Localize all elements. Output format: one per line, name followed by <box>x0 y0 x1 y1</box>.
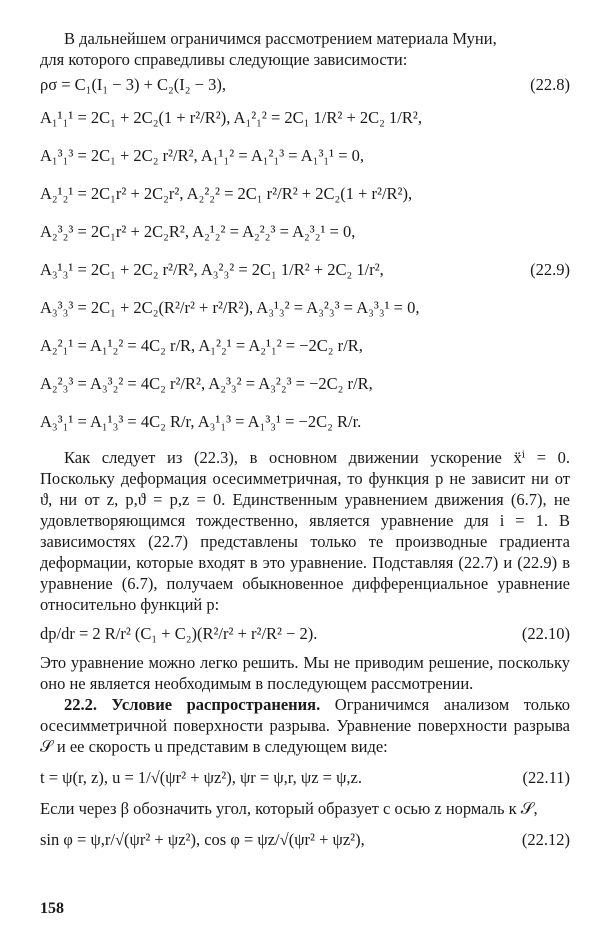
equation-22-9-line-text: A₂¹₂¹ = 2C₁r² + 2C₂r², A₂²₂² = 2C₁ r²/R² + 2C₂(1 + r²/R²), <box>40 184 413 203</box>
equation-22-12 <box>40 829 570 850</box>
equation-22-9-line <box>40 365 570 403</box>
equation-22-9-line-text: A₁¹₁¹ = 2C₁ + 2C₂(1 + r²/R²), A₁²₁² = 2C₁ 1/R² + 2C₂ 1/R², <box>40 108 422 127</box>
section-22-2 <box>40 694 570 757</box>
page-body <box>40 28 570 860</box>
equation-22-10 <box>40 623 570 644</box>
equation-22-9-line <box>40 327 570 365</box>
equation-22-9-line-text: A₃³₁¹ = A₁¹₃³ = 4C₂ R/r, A₃¹₁³ = A₁³₃¹ = −2C₂ R/r. <box>40 412 362 431</box>
equation-22-10-number: (22.10) <box>521 624 570 643</box>
equation-22-9-line-text: A₂²₃³ = A₃³₂² = 4C₂ r²/R², A₂³₃² = A₃²₂³ = −2C₂ r/R, <box>40 374 373 393</box>
section-heading: 22.2. Условие распространения. <box>64 695 321 714</box>
equation-22-9-line-text: A₁³₁³ = 2C₁ + 2C₂ r²/R², A₁¹₁² = A₁²₁³ = A₁³₁¹ = 0, <box>40 146 365 165</box>
paragraph-solution-note: Это уравнение можно легко решить. Мы не приводим решение, поскольку оно не является необходимым в последующем рассмотрении. <box>40 653 570 693</box>
equation-22-9-number: (22.9) <box>530 260 570 279</box>
equation-22-11-text: t = ψ(r, z), u = 1/√(ψr² + ψz²), ψr = ψ,r, ψz = ψ,z. <box>40 768 362 787</box>
intro-line-2: для которого справедливы следующие зависимости: <box>40 50 408 69</box>
equation-22-9-line-text: A₃³₃³ = 2C₁ + 2C₂(R²/r² + r²/R²), A₃¹₃² = A₃²₃³ = A₃³₃¹ = 0, <box>40 298 420 317</box>
equation-22-9-line-text: A₂²₁¹ = A₁¹₂² = 4C₂ r/R, A₁²₂¹ = A₂¹₁² = −2C₂ r/R, <box>40 336 363 355</box>
paragraph-motion: Как следует из (22.3), в основном движении ускорение ẍⁱ = 0. Поскольку деформация осесимметричная, то функция p не зависит ни от ϑ, ни от z, p,ϑ = p,z = 0. Единственным уравнением движения (6.7), не удовлетворяющимся тождественно, является уравнение для i = 1. В зависимостях (22.7) представлены только те производные градиента деформации, которые входят в это уравнение. Подставляя (22.7) и (22.9) в уравнение (6.7), получаем обыкновенное дифференциальное уравнение относительно функций p: <box>40 448 570 614</box>
equation-22-9-line <box>40 251 570 289</box>
equation-22-8-number: (22.8) <box>530 75 570 94</box>
equation-22-8 <box>40 74 570 95</box>
equation-22-9-line <box>40 213 570 251</box>
paragraph-normal-angle: Если через β обозначить угол, который образует с осью z нормаль к 𝒮, <box>40 799 538 818</box>
equation-22-9-line <box>40 99 570 137</box>
equation-22-8-text: ρσ = C₁(I₁ − 3) + C₂(I₂ − 3), <box>40 75 226 94</box>
equation-22-9-line <box>40 175 570 213</box>
equation-22-10-text: dp/dr = 2 R/r² (C₁ + C₂)(R²/r² + r²/R² − 2). <box>40 624 318 643</box>
section-text: Ограничимся анализом только осесимметричной поверхности разрыва. Уравнение поверхности разрыва 𝒮 и ее скорость u представим в следующем виде: <box>40 695 571 756</box>
equation-22-9-line <box>40 137 570 175</box>
equation-22-9-block <box>40 99 570 441</box>
equation-22-11-number: (22.11) <box>522 768 570 787</box>
equation-22-9-line <box>40 289 570 327</box>
equation-22-12-number: (22.12) <box>521 830 570 849</box>
equation-22-11 <box>40 767 570 788</box>
equation-22-12-text: sin φ = ψ,r/√(ψr² + ψz²), cos φ = ψz/√(ψr² + ψz²), <box>40 830 365 849</box>
equation-22-9-line <box>40 403 570 441</box>
equation-22-9-line-text: A₂³₂³ = 2C₁r² + 2C₂R², A₂¹₂² = A₂²₂³ = A₂³₂¹ = 0, <box>40 222 356 241</box>
page-number: 158 <box>40 900 64 917</box>
equation-22-9-line-text: A₃¹₃¹ = 2C₁ + 2C₂ r²/R², A₃²₃² = 2C₁ 1/R² + 2C₂ 1/r², <box>40 260 384 279</box>
intro-line-1: В дальнейшем ограничимся рассмотрением материала Муни, <box>64 29 497 48</box>
